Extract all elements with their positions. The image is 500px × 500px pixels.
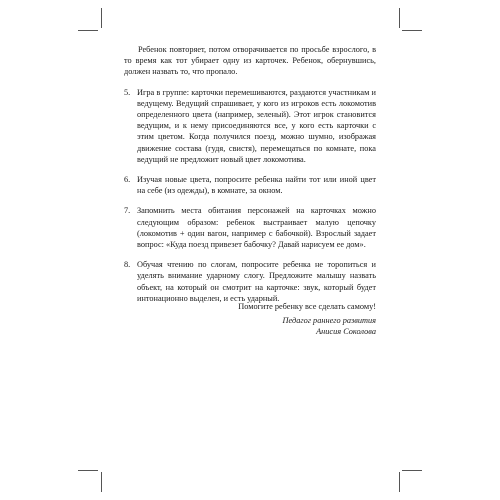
closing-block	[124, 301, 376, 338]
item-number: 7.	[124, 206, 131, 216]
list-item	[124, 174, 376, 196]
crop-mark	[101, 472, 102, 492]
crop-mark	[78, 470, 98, 471]
item-text: Игра в группе: карточки перемешиваются, раздаются участникам и ведущему. Ведущий спрашивает, у кого из игроков есть локомотив определенного цвета (например, зеленый). Этот игрок становится ведущим, и к нему присоединяются все, у кого есть карточки с этим цветом. Когда получился поезд, можно шумно, изображая движение состава (гудя, свистя), перемещаться по комнате, пока ведущий не предложит новый цвет локомотива.	[137, 87, 376, 164]
list-item	[124, 87, 376, 165]
author-role: Педагог раннего развития	[282, 316, 376, 326]
item-number: 6.	[124, 175, 131, 185]
item-text: Изучая новые цвета, попросите ребенка найти тот или иной цвет на себе (из одежды), в комнате, за окном.	[137, 175, 376, 196]
body-text	[124, 44, 376, 313]
crop-mark	[402, 30, 422, 31]
author-name: Анисия Соколова	[316, 327, 376, 337]
intro-paragraph: Ребенок повторяет, потом отворачивается по просьбе взрослого, в то время как тот убирает одну из карточек. Ребенок, обернувшись, должен назвать то, что пропало.	[124, 45, 376, 77]
crop-mark	[101, 8, 102, 28]
item-text: Запомнить места обитания персонажей на карточках можно следующим образом: ребенок выстраивает малую цепочку (локомотив + один вагон, например с бабочкой). Взрослый задает вопрос: «Куда поезд привезет бабочку? Давай нарисуем ее дом».	[137, 206, 376, 250]
crop-mark	[399, 8, 400, 28]
crop-mark	[402, 470, 422, 471]
item-number: 8.	[124, 260, 131, 270]
list-item	[124, 259, 376, 304]
crop-mark	[399, 472, 400, 492]
item-number: 5.	[124, 87, 131, 97]
crop-mark	[78, 30, 98, 31]
closing-thanks: Помогите ребенку все сделать самому!	[238, 302, 376, 311]
list-item	[124, 205, 376, 250]
item-text: Обучая чтению по слогам, попросите ребенка не торопиться и уделять внимание ударному слогу. Предложите малышу назвать объект, на который он смотрит на карточке: звук, который будет интонационно выделен, и есть ударный.	[137, 260, 376, 303]
